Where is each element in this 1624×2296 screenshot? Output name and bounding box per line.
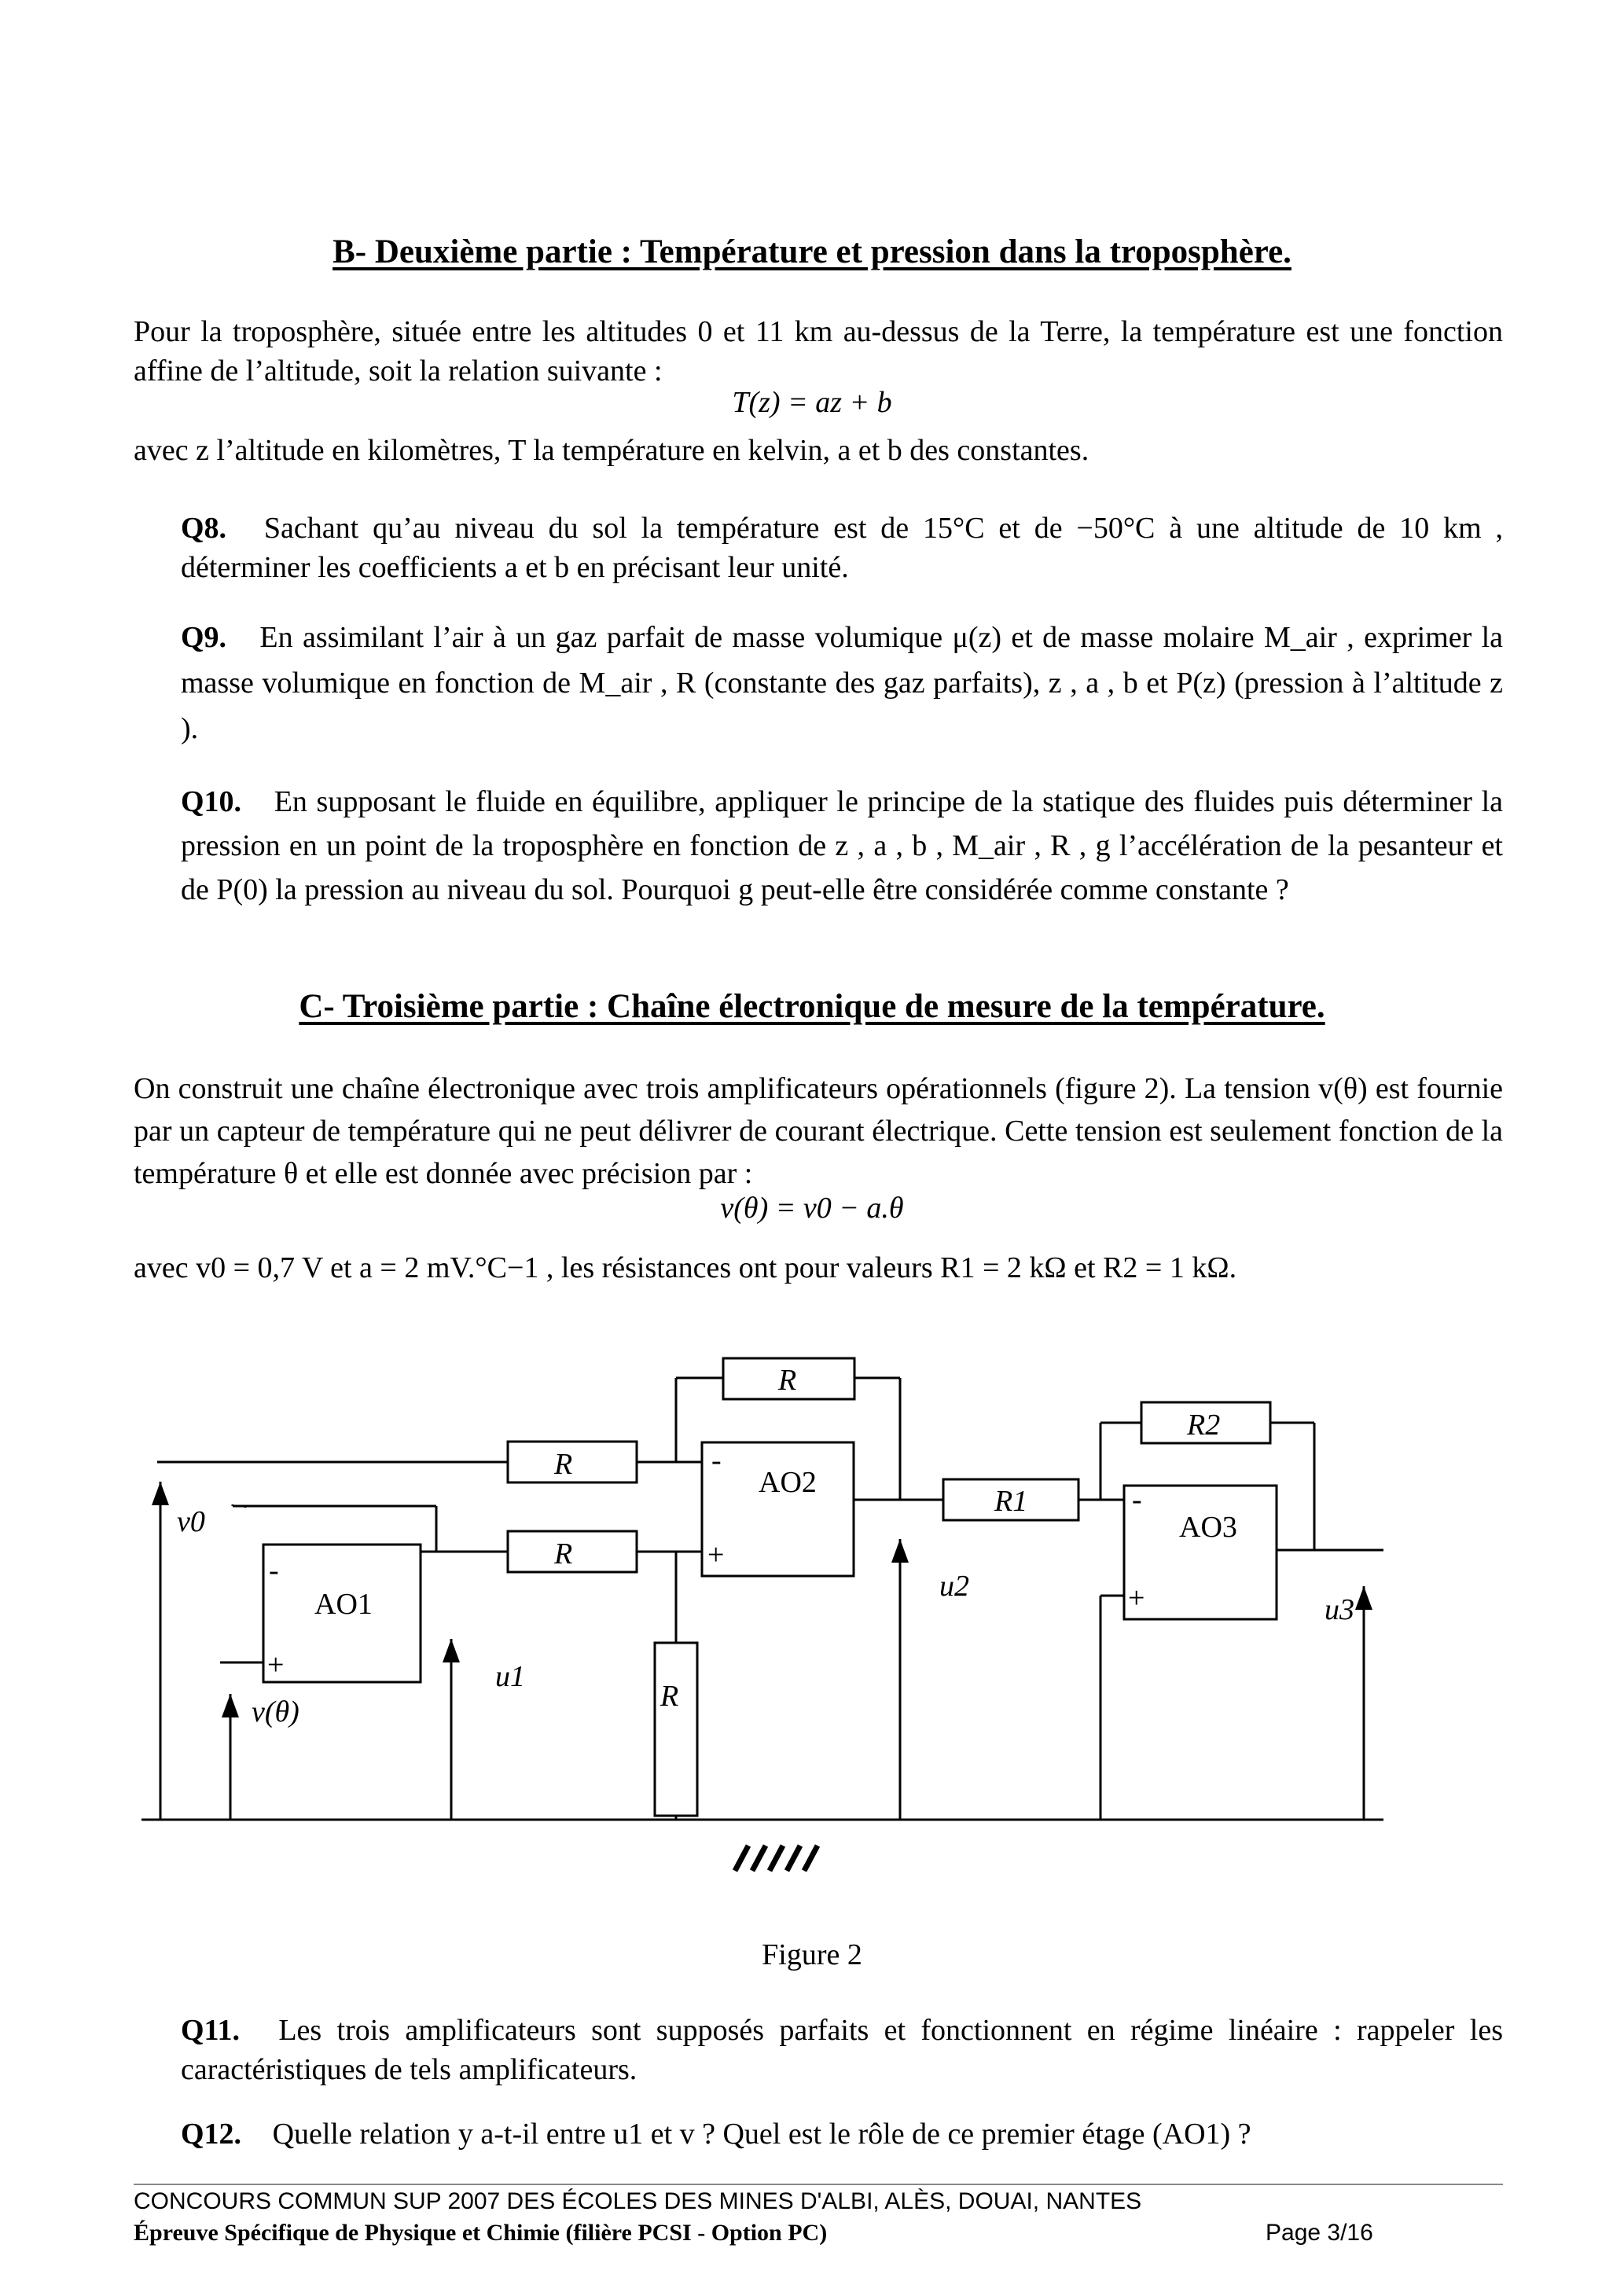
q8-label: Q8.: [181, 512, 227, 545]
label-r-feedback: R: [778, 1364, 797, 1397]
ao3-plus: +: [1128, 1581, 1145, 1615]
resistor-r-ground: [655, 1643, 697, 1816]
label-u1: u1: [495, 1660, 525, 1693]
q12-label: Q12.: [181, 2118, 242, 2151]
section-b-after-equation: avec z l’altitude en kilomètres, T la température en kelvin, a et b des constantes.: [134, 434, 1089, 467]
q11-label: Q11.: [181, 2014, 240, 2047]
section-c-equation: v(θ) = v0 − a.θ: [720, 1192, 904, 1225]
label-v-theta: v(θ): [252, 1695, 299, 1728]
label-ao2: AO2: [759, 1466, 817, 1499]
footer-line2: Épreuve Spécifique de Physique et Chimie (filière PCSI - Option PC): [134, 2220, 828, 2246]
ao2-minus: -: [711, 1444, 722, 1477]
label-u2: u2: [939, 1570, 969, 1603]
label-r1: R1: [994, 1485, 1028, 1518]
section-c-after-equation: avec v0 = 0,7 V et a = 2 mV.°C−1 , les résistances ont pour valeurs R1 = 2 kΩ et R2 = 1 kΩ.: [134, 1251, 1237, 1284]
q11-text: Les trois amplificateurs sont supposés parfaits et fonctionnent en régime linéaire : rappeler les caractéristiques de tels amplificateurs.: [181, 2014, 1503, 2086]
question-q11: [181, 2011, 1503, 2089]
q8-text: Sachant qu’au niveau du sol la température est de 15°C et de −50°C à une altitude de 10 km , déterminer les coefficients a et b en précisant leur unité.: [181, 512, 1503, 584]
question-q9: [181, 615, 1503, 751]
arrow-u3: [1355, 1586, 1372, 1610]
opamp-ao2: [702, 1442, 854, 1576]
question-q10: [181, 780, 1503, 912]
label-r-top: R: [554, 1448, 573, 1481]
section-c-title: C- Troisième partie : Chaîne électronique de mesure de la température.: [299, 988, 1325, 1025]
arrow-v-theta: [222, 1694, 239, 1717]
label-u3: u3: [1325, 1593, 1354, 1626]
ao2-plus: +: [707, 1538, 725, 1571]
question-q12: [181, 2114, 1503, 2154]
label-v0: v0: [177, 1505, 205, 1538]
question-q8: [181, 509, 1503, 587]
ao1-plus: +: [267, 1648, 285, 1681]
ao3-minus: -: [1132, 1483, 1142, 1516]
q9-label: Q9.: [181, 621, 227, 654]
arrow-u1: [443, 1639, 460, 1662]
footer-divider: [134, 2184, 1503, 2185]
section-c-intro: On construit une chaîne électronique avec trois amplificateurs opérationnels (figure 2). La tension v(θ) est fournie par un capteur de température qui ne peut délivrer de courant électrique. Cette tension est seulement fonction de la température θ et elle est donnée avec précision par :: [134, 1072, 1503, 1190]
label-r2: R2: [1187, 1409, 1221, 1442]
section-b-equation: T(z) = az + b: [732, 386, 892, 419]
q12-text: Quelle relation y a-t-il entre u1 et v ? Quel est le rôle de ce premier étage (AO1) ?: [272, 2118, 1251, 2151]
ground-symbol: [735, 1846, 818, 1871]
section-b-title: B- Deuxième partie : Température et pression dans la troposphère.: [333, 233, 1291, 270]
label-r-middle: R: [554, 1537, 573, 1570]
label-ao1: AO1: [314, 1588, 373, 1621]
ao1-minus: -: [269, 1554, 279, 1587]
footer-page-number: Page 3/16: [1266, 2220, 1373, 2246]
label-r-ground: R: [660, 1680, 679, 1713]
q10-label: Q10.: [181, 785, 242, 818]
arrow-u2: [891, 1539, 909, 1563]
section-b-intro: Pour la troposphère, située entre les altitudes 0 et 11 km au-dessus de la Terre, la température est une fonction affine de l’altitude, soit la relation suivante :: [134, 315, 1503, 388]
opamp-ao3: [1124, 1486, 1277, 1619]
figure-caption: Figure 2: [762, 1938, 862, 1971]
label-ao3: AO3: [1179, 1511, 1237, 1544]
q10-text: En supposant le fluide en équilibre, appliquer le principe de la statique des fluides puis déterminer la pression en un point de la troposphère en fonction de z , a , b , M_air , R , g l’accélération de la pesanteur et de P(0) la pression au niveau du sol. Pourquoi g peut-elle être considérée comme constante ?: [181, 785, 1503, 906]
arrow-v0: [152, 1482, 169, 1505]
q9-text: En assimilant l’air à un gaz parfait de masse volumique μ(z) et de masse molaire M_air , exprimer la masse volumique en fonction de M_air , R (constante des gaz parfaits), z , a , b et P(z) (pression à l’altitude z ).: [181, 621, 1504, 745]
footer-line1: CONCOURS COMMUN SUP 2007 DES ÉCOLES DES MINES D'ALBI, ALÈS, DOUAI, NANTES: [134, 2188, 1142, 2214]
circuit-figure: [0, 1336, 1624, 1902]
